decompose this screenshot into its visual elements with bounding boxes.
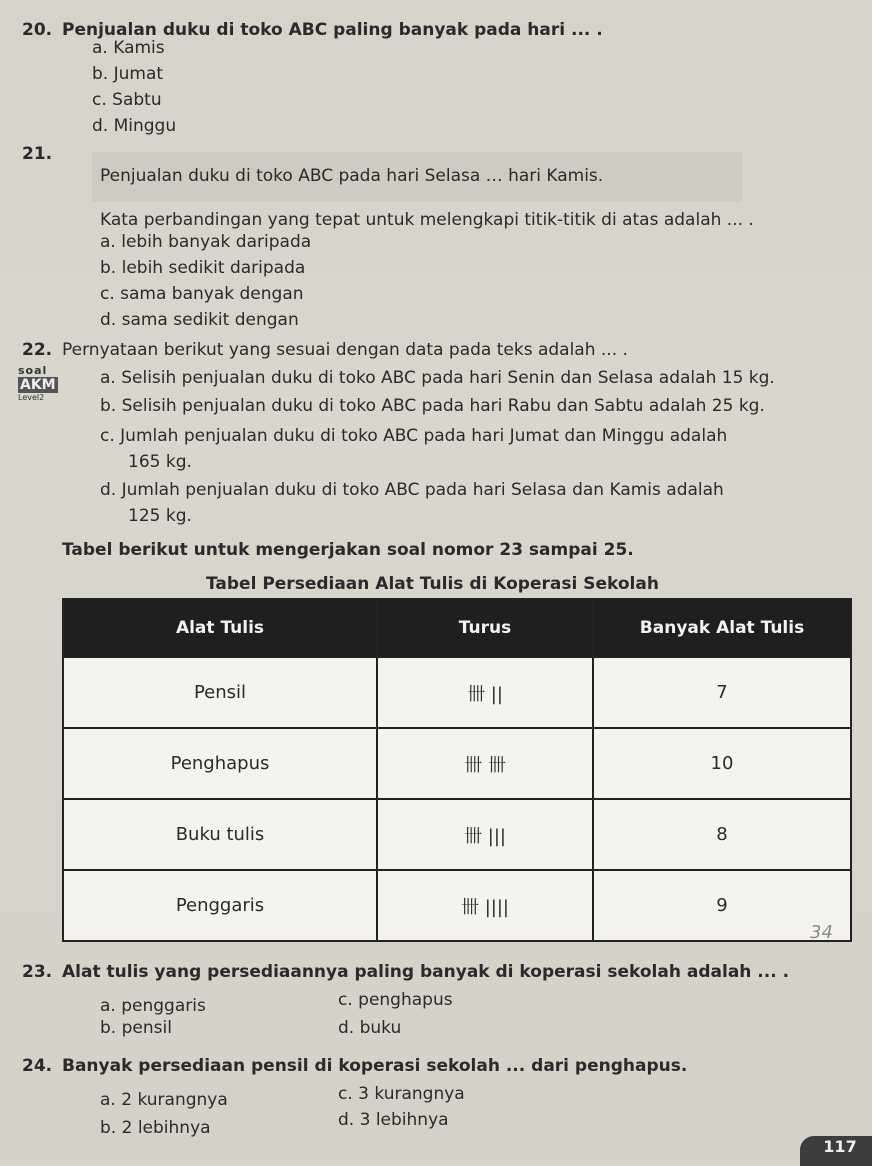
page-number: 117 [800, 1136, 872, 1166]
question-21-number: 21. [22, 144, 53, 164]
question-22-number: 22. [22, 340, 53, 360]
header-banyak: Banyak Alat Tulis [593, 599, 851, 657]
question-20-option-a: a. Kamis [92, 38, 165, 58]
question-21-option-d: d. sama sedikit dengan [100, 310, 299, 330]
question-23-option-a: a. penggaris [100, 996, 206, 1016]
question-20-option-d: d. Minggu [92, 116, 177, 136]
cell-tally: 卌 |||| [377, 870, 593, 941]
cell-item: Penggaris [63, 870, 377, 941]
question-22-option-d: d. Jumlah penjualan duku di toko ABC pada hari Selasa dan Kamis adalah [100, 480, 724, 500]
handwritten-note: 34 [810, 922, 833, 943]
table-row [63, 657, 851, 728]
question-23-number: 23. [22, 962, 53, 982]
instruction-text: Tabel berikut untuk mengerjakan soal nomor 23 sampai 25. [62, 540, 634, 560]
cell-count: 9 [593, 870, 851, 941]
question-24-option-b: b. 2 lebihnya [100, 1118, 211, 1138]
question-24-option-c: c. 3 kurangnya [338, 1084, 465, 1104]
question-20-text: Penjualan duku di toko ABC paling banyak pada hari ... . [62, 20, 603, 40]
cell-tally: 卌 卌 [377, 728, 593, 799]
question-23-option-d: d. buku [338, 1018, 402, 1038]
question-21-option-a: a. lebih banyak daripada [100, 232, 312, 252]
akm-badge-level: Level2 [18, 393, 45, 402]
question-20-number: 20. [22, 20, 53, 40]
question-22-option-c-cont: 165 kg. [128, 452, 192, 472]
question-21-statement: Penjualan duku di toko ABC pada hari Selasa … hari Kamis. [100, 166, 604, 186]
question-23-option-c: c. penghapus [338, 990, 453, 1010]
header-turus: Turus [377, 599, 593, 657]
question-23-option-b: b. pensil [100, 1018, 172, 1038]
cell-item: Pensil [63, 657, 377, 728]
question-24-text: Banyak persediaan pensil di koperasi sekolah ... dari penghapus. [62, 1056, 688, 1076]
akm-badge [18, 364, 58, 402]
cell-tally: 卌 || [377, 657, 593, 728]
cell-item: Penghapus [63, 728, 377, 799]
akm-badge-top: soal [18, 364, 48, 377]
question-21-text: Kata perbandingan yang tepat untuk melengkapi titik-titik di atas adalah ... . [100, 210, 754, 230]
akm-badge-main: AKM [20, 377, 56, 393]
question-23-text: Alat tulis yang persediaannya paling banyak di koperasi sekolah adalah ... . [62, 962, 790, 982]
question-24-option-d: d. 3 lebihnya [338, 1110, 449, 1130]
question-22-option-a: a. Selisih penjualan duku di toko ABC pada hari Senin dan Selasa adalah 15 kg. [100, 368, 775, 388]
question-22-option-d-cont: 125 kg. [128, 506, 192, 526]
cell-tally: 卌 ||| [377, 799, 593, 870]
question-24-option-a: a. 2 kurangnya [100, 1090, 228, 1110]
question-22-option-c: c. Jumlah penjualan duku di toko ABC pada hari Jumat dan Minggu adalah [100, 426, 728, 446]
header-alat-tulis: Alat Tulis [63, 599, 377, 657]
question-24-number: 24. [22, 1056, 53, 1076]
question-22-text: Pernyataan berikut yang sesuai dengan data pada teks adalah ... . [62, 340, 628, 360]
question-20-option-b: b. Jumat [92, 64, 164, 84]
question-22-option-b: b. Selisih penjualan duku di toko ABC pada hari Rabu dan Sabtu adalah 25 kg. [100, 396, 765, 416]
table-row [63, 728, 851, 799]
question-21-option-c: c. sama banyak dengan [100, 284, 304, 304]
question-21-option-b: b. lebih sedikit daripada [100, 258, 306, 278]
question-20-option-c: c. Sabtu [92, 90, 162, 110]
stationery-table [62, 598, 852, 942]
cell-count: 7 [593, 657, 851, 728]
cell-count: 8 [593, 799, 851, 870]
table-title: Tabel Persediaan Alat Tulis di Koperasi Sekolah [206, 574, 659, 594]
cell-item: Buku tulis [63, 799, 377, 870]
cell-count: 10 [593, 728, 851, 799]
table-row [63, 870, 851, 941]
table-header-row [63, 599, 851, 657]
table-row [63, 799, 851, 870]
